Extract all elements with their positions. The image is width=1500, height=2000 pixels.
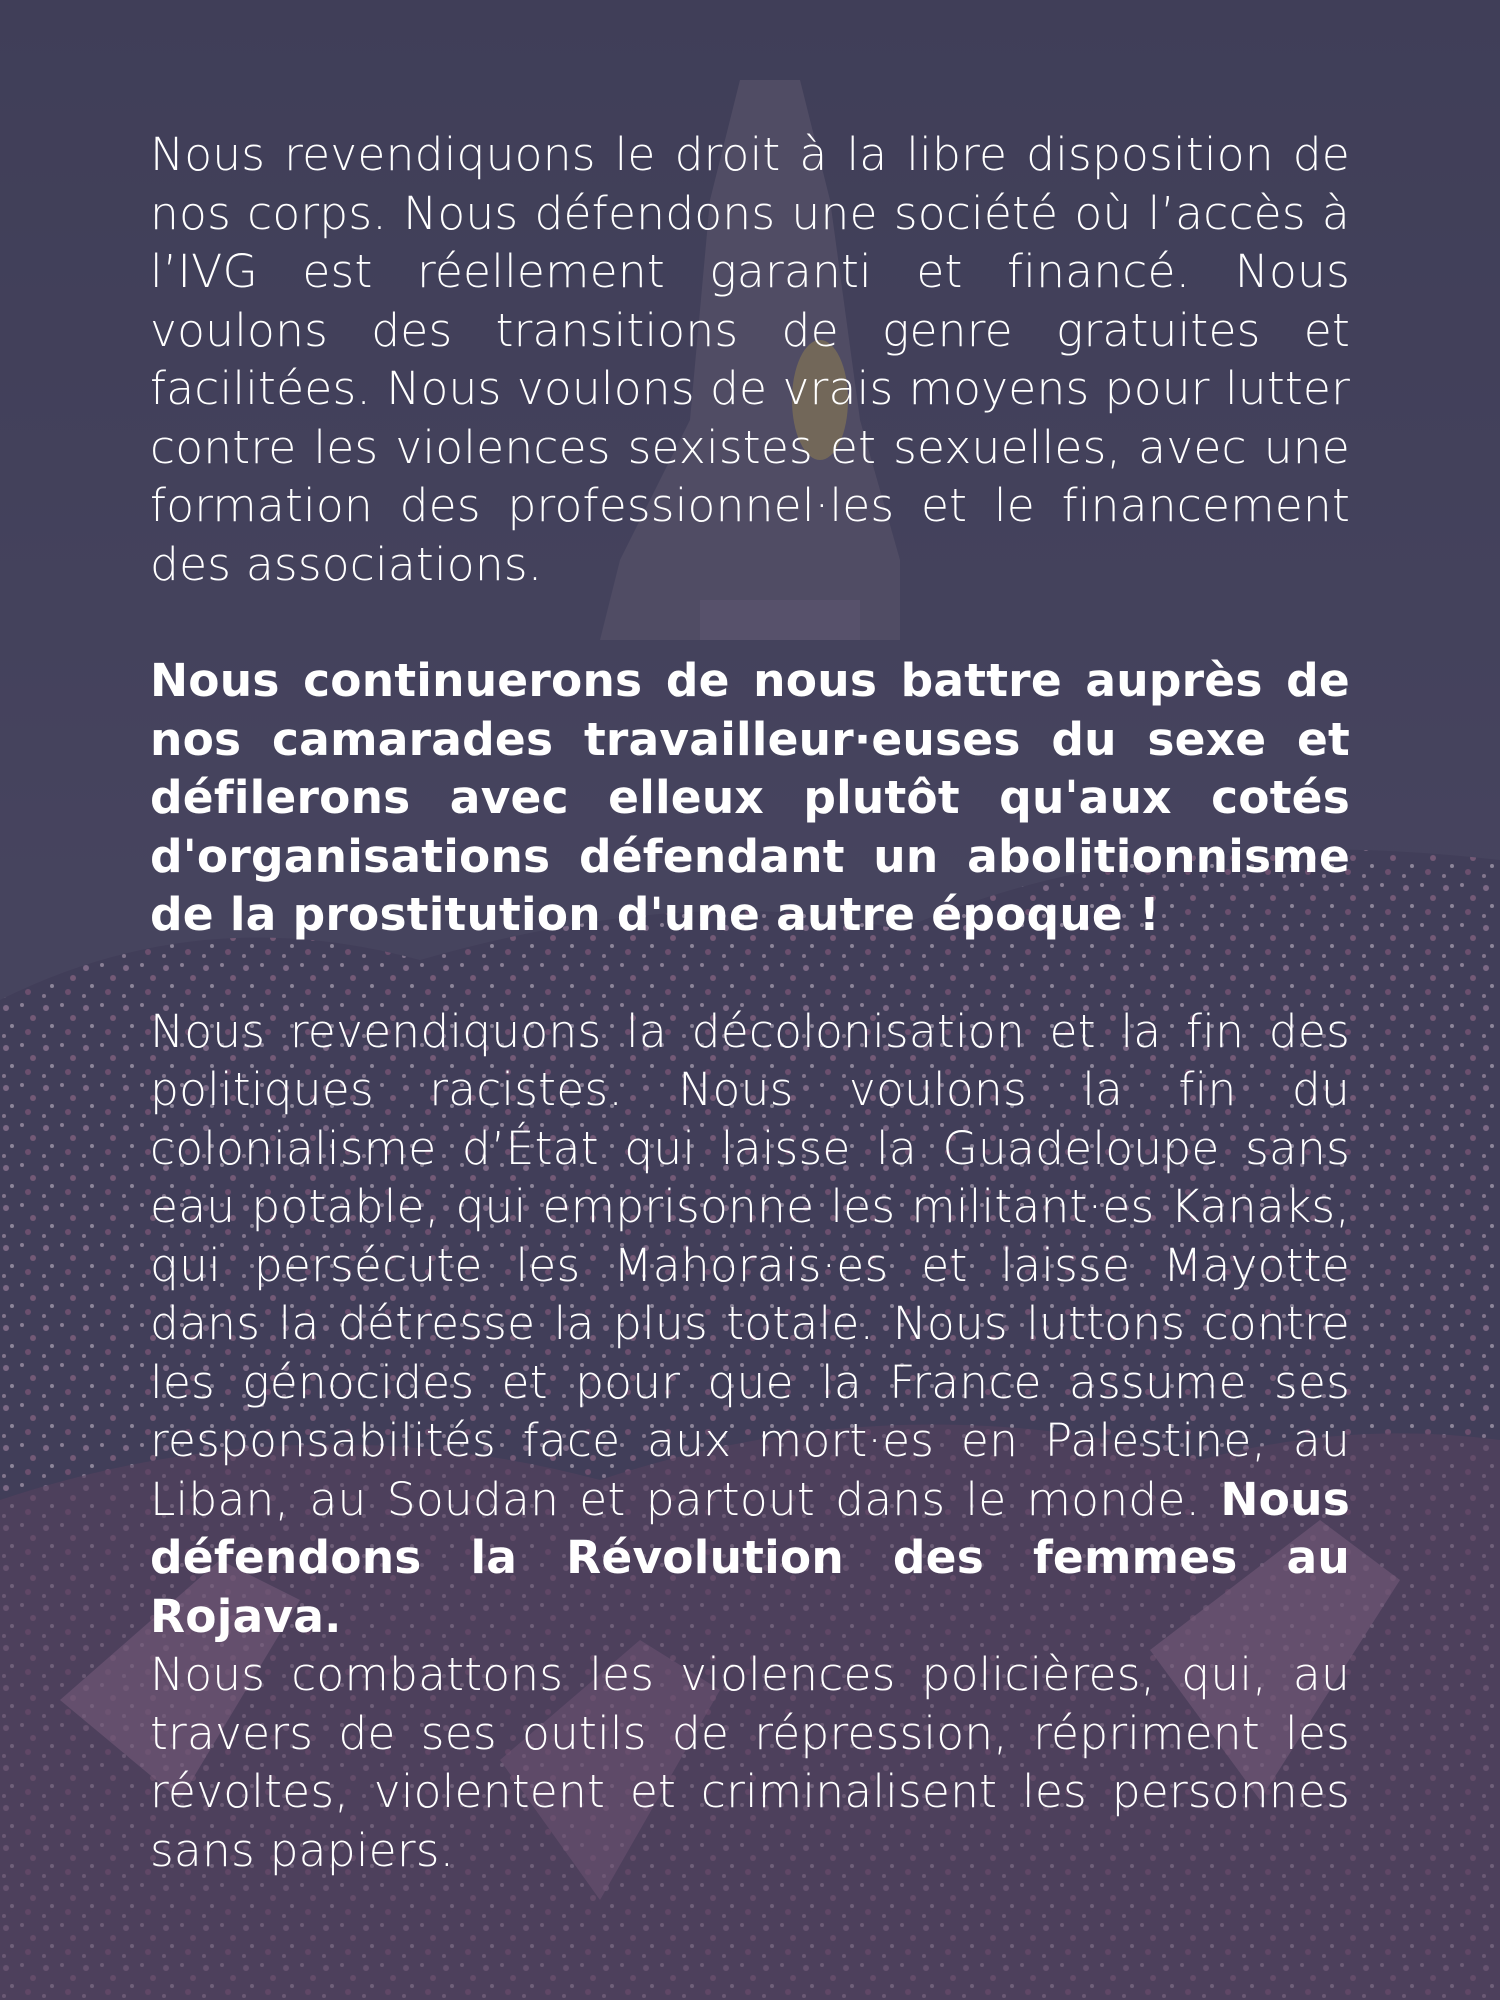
paragraph-spacer	[150, 594, 1350, 652]
paragraph-bodily-autonomy: Nous revendiquons le droit à la libre disposition de nos corps. Nous défendons une société où l’accès à l’IVG est réellement garanti et financé. Nous voulons des transitions de genre gratuites et facilitées. Nous voulons de vrais moyens pour lutter contre les violences sexistes et sexuelles, avec une formation des professionnel·les et le financement des associations.	[150, 128, 1350, 591]
paragraph-police-violence: Nous combattons les violences policières, qui, au travers de ses outils de répression, répriment les révoltes, violentent et criminalisent les personnes sans papiers.	[150, 1648, 1350, 1877]
rojava-statement: Nous défendons la Révolution des femmes au Rojava.	[150, 1472, 1350, 1643]
paragraph-decolonisation	[150, 1003, 1350, 1647]
decolonisation-text: Nous revendiquons la décolonisation et la fin des politiques racistes. Nous voulons la fin du colonialisme d’État qui laisse la Guadeloupe sans eau potable, qui emprisonne les militant·es Kanaks, qui persécute les Mahorais·es et laisse Mayotte dans la détresse la plus totale. Nous luttons contre les génocides et pour que la France assume ses responsabilités face aux mort·es en Palestine, au Liban, au Soudan et partout dans le monde.	[150, 1004, 1350, 1526]
text-block	[150, 126, 1350, 1880]
paragraph-sex-workers: Nous continuerons de nous battre auprès de nos camarades travailleur·euses du sexe et défilerons avec elleux plutôt qu'aux cotés d'organisations défendant un abolitionnisme de la prostitution d'une autre époque !	[150, 654, 1350, 941]
paragraph-spacer	[150, 945, 1350, 1003]
